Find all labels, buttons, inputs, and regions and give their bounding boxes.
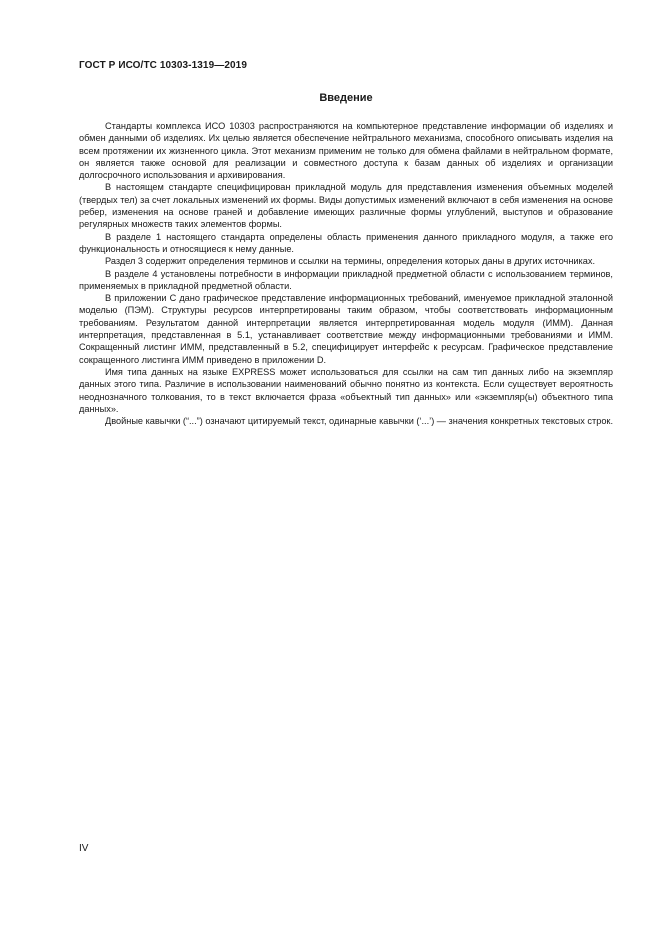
section-title: Введение bbox=[319, 92, 373, 104]
paragraph: Стандарты комплекса ИСО 10303 распространяются на компьютерное представление информации об изделиях и обмен данными об изделиях. Их целью является обеспечение нейтрального механизма, способного описывать изделия на всем протяжении их жизненного цикла. Этот механизм применим не только для обмена файлами в нейтральном формате, он является также основой для реализации и совместного доступа к базам данных об изделиях и организации долгосрочного использования и архивирования. bbox=[79, 121, 613, 181]
paragraph: Раздел 3 содержит определения терминов и ссылки на термины, определения которых даны в других источниках. bbox=[105, 256, 596, 267]
paragraph: Двойные кавычки (“...”) означают цитируемый текст, одинарные кавычки (‘...’) — значения конкретных текстовых строк. bbox=[105, 416, 614, 427]
document-header: ГОСТ Р ИСО/ТС 10303-1319—2019 bbox=[79, 60, 247, 71]
introduction-body bbox=[79, 120, 613, 427]
paragraph: Имя типа данных на языке EXPRESS может использоваться для ссылки на сам тип данных либо на экземпляр данных этого типа. Различие в использовании наименований обычно понятно из контекста. Если существует вероятность неоднозначного толкования, то в текст включается фраза «объектный тип данных» или «экземпляр(ы) объектного типа данных». bbox=[79, 366, 613, 414]
page-number: IV bbox=[79, 843, 89, 854]
paragraph: В разделе 1 настоящего стандарта определены область применения данного прикладного модуля, а также его функциональность и относящиеся к нему данные. bbox=[79, 231, 613, 254]
paragraph: В разделе 4 установлены потребности в информации прикладной предметной области с использованием терминов, применяемых в прикладной предметной области. bbox=[79, 268, 613, 291]
paragraph: В настоящем стандарте специфицирован прикладной модуль для представления изменения объемных моделей (твердых тел) за счет локальных изменений их формы. Виды допустимых изменений включают в себя изменения на основе ребер, изменения на основе граней и добавление имеющих различные формы углублений, выступов и образование регулярных множеств таких элементов формы. bbox=[79, 182, 613, 230]
paragraph: В приложении С дано графическое представление информационных требований, именуемое прикладной эталонной моделью (ПЭМ). Структуры ресурсов интерпретированы таким образом, чтобы соответствовать информационным требованиям. Результатом данной интерпретации является интерпретированная модель модуля (ИММ). Данная интерпретация, представленная в 5.1, устанавливает соответствие между информационными требованиями и ИММ. Сокращенный листинг ИММ, представленный в 5.2, специфицирует интерфейс к ресурсам. Графическое представление сокращенного листинга ИММ приведено в приложении D. bbox=[79, 293, 613, 365]
